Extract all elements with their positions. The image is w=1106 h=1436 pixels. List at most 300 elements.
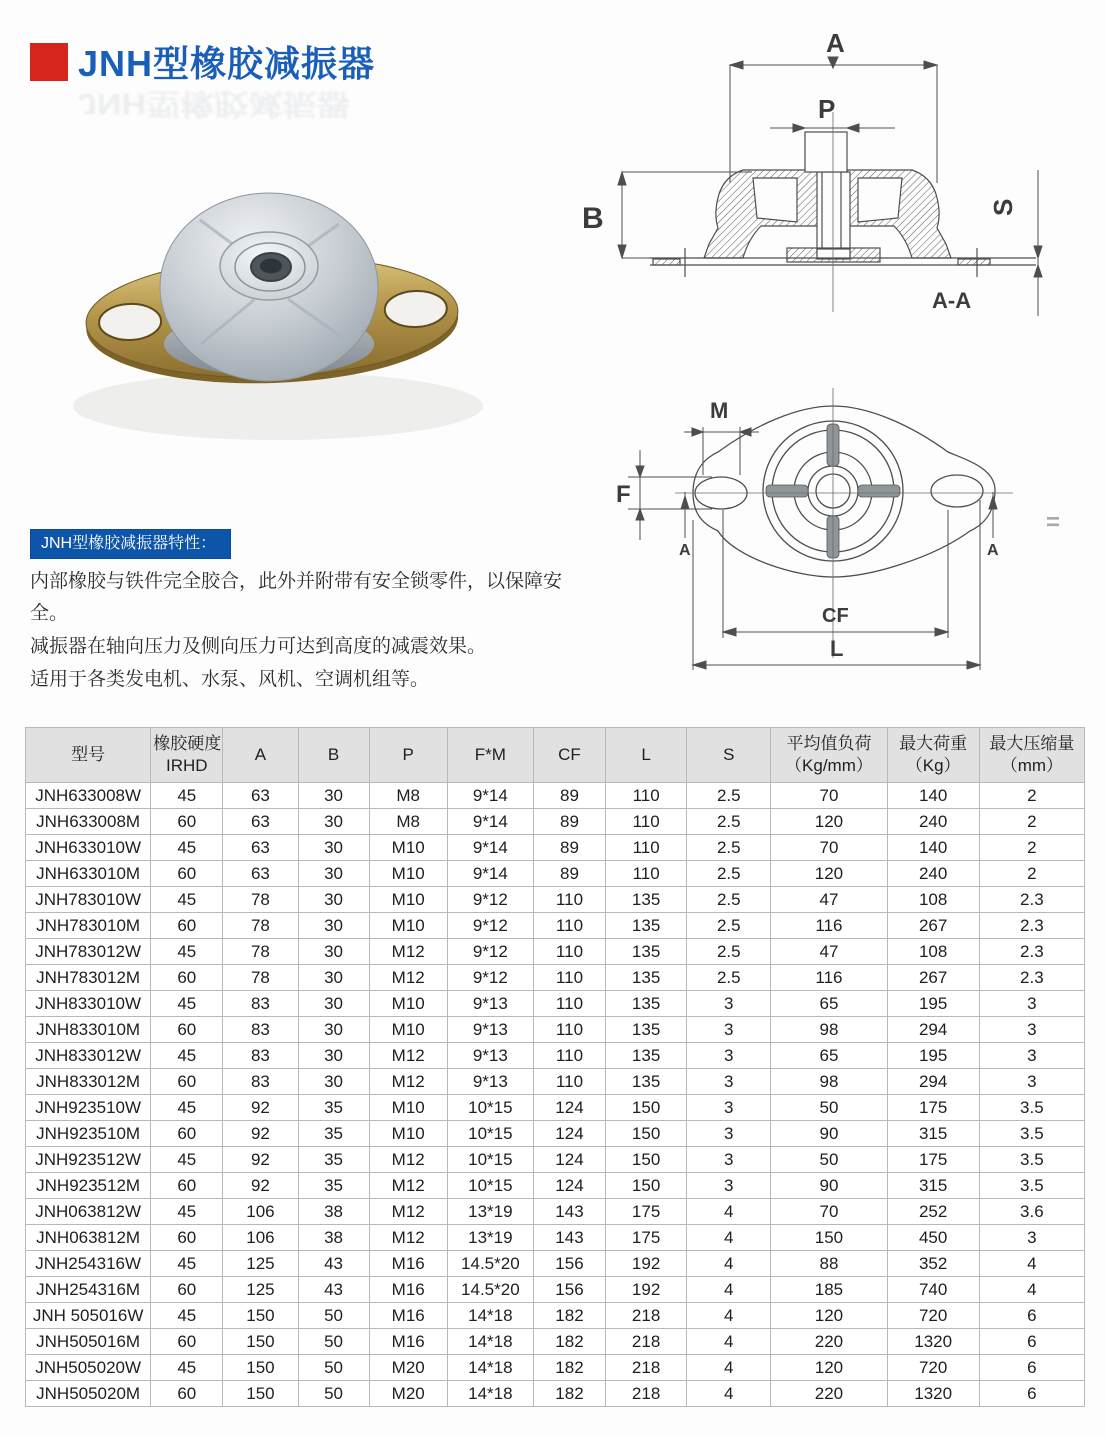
table-cell: JNH833012M <box>26 1069 151 1095</box>
table-cell: 3 <box>687 1147 771 1173</box>
table-cell: 110 <box>533 1069 605 1095</box>
table-cell: 50 <box>771 1095 887 1121</box>
table-cell: 150 <box>606 1147 687 1173</box>
dim-m-label: M <box>710 398 729 423</box>
page-header <box>30 36 375 87</box>
table-cell: 3 <box>687 1069 771 1095</box>
table-cell: 43 <box>298 1277 369 1303</box>
table-cell: 50 <box>298 1381 369 1407</box>
table-cell: 240 <box>887 861 979 887</box>
table-row <box>26 1043 1085 1069</box>
table-cell: JNH923510W <box>26 1095 151 1121</box>
table-cell: 43 <box>298 1251 369 1277</box>
table-cell: 110 <box>606 783 687 809</box>
red-square-bullet <box>30 43 68 81</box>
table-cell: 135 <box>606 1069 687 1095</box>
table-cell: 92 <box>223 1121 298 1147</box>
table-cell: 124 <box>533 1121 605 1147</box>
product-photo <box>50 168 510 458</box>
table-cell: 63 <box>223 835 298 861</box>
table-cell: 4 <box>687 1251 771 1277</box>
table-row <box>26 1329 1085 1355</box>
table-cell: 70 <box>771 1199 887 1225</box>
table-cell: 30 <box>298 1069 369 1095</box>
table-cell: 13*19 <box>447 1225 533 1251</box>
table-cell: M12 <box>369 1199 447 1225</box>
table-cell: 10*15 <box>447 1173 533 1199</box>
section-geometry <box>650 112 1036 312</box>
table-cell: 124 <box>533 1147 605 1173</box>
table-cell: 45 <box>151 1251 223 1277</box>
table-cell: 2.3 <box>979 887 1084 913</box>
table-cell: 90 <box>771 1121 887 1147</box>
table-cell: 135 <box>606 913 687 939</box>
table-cell: 120 <box>771 861 887 887</box>
table-cell: 2 <box>979 835 1084 861</box>
table-cell: 125 <box>223 1277 298 1303</box>
table-cell: 92 <box>223 1173 298 1199</box>
table-cell: 108 <box>887 887 979 913</box>
table-row <box>26 965 1085 991</box>
table-cell: 2.5 <box>687 939 771 965</box>
table-cell: 9*14 <box>447 809 533 835</box>
table-cell: 294 <box>887 1017 979 1043</box>
table-cell: 30 <box>298 783 369 809</box>
table-cell: 3 <box>979 991 1084 1017</box>
table-cell: 45 <box>151 1355 223 1381</box>
table-row <box>26 887 1085 913</box>
column-header: A <box>223 728 298 783</box>
table-row <box>26 835 1085 861</box>
column-header: 最大压缩量 （mm） <box>979 728 1084 783</box>
table-cell: 135 <box>606 965 687 991</box>
features-heading-banner <box>30 529 231 559</box>
table-cell: 106 <box>223 1225 298 1251</box>
cross-section-drawing <box>560 20 1106 340</box>
column-header: B <box>298 728 369 783</box>
table-cell: 78 <box>223 939 298 965</box>
table-cell: 6 <box>979 1381 1084 1407</box>
table-cell: 156 <box>533 1277 605 1303</box>
table-cell: 14*18 <box>447 1381 533 1407</box>
page-title: JNH型橡胶减振器 <box>78 43 376 84</box>
table-cell: 60 <box>151 1017 223 1043</box>
table-cell: JNH833010W <box>26 991 151 1017</box>
table-cell: M16 <box>369 1329 447 1355</box>
table-row <box>26 913 1085 939</box>
table-cell: 47 <box>771 887 887 913</box>
table-cell: 63 <box>223 783 298 809</box>
table-cell: 218 <box>606 1329 687 1355</box>
section-aa-label: A-A <box>932 288 972 313</box>
column-header: P <box>369 728 447 783</box>
table-cell: 45 <box>151 887 223 913</box>
table-cell: 50 <box>298 1329 369 1355</box>
table-cell: 98 <box>771 1017 887 1043</box>
table-cell: JNH633010W <box>26 835 151 861</box>
features-heading: JNH型橡胶减振器特性： <box>41 535 217 552</box>
table-cell: 182 <box>533 1381 605 1407</box>
table-cell: 38 <box>298 1225 369 1251</box>
table-cell: 150 <box>223 1381 298 1407</box>
table-cell: 110 <box>533 913 605 939</box>
table-cell: 2.5 <box>687 861 771 887</box>
table-cell: M10 <box>369 1017 447 1043</box>
table-cell: 116 <box>771 913 887 939</box>
table-row <box>26 861 1085 887</box>
table-cell: JNH633008W <box>26 783 151 809</box>
table-cell: 9*13 <box>447 1017 533 1043</box>
table-cell: 2.5 <box>687 965 771 991</box>
table-cell: 252 <box>887 1199 979 1225</box>
table-cell: 175 <box>606 1225 687 1251</box>
table-cell: 185 <box>771 1277 887 1303</box>
table-cell: 3 <box>979 1225 1084 1251</box>
table-cell: 120 <box>771 1303 887 1329</box>
table-cell: 45 <box>151 1147 223 1173</box>
table-cell: 30 <box>298 913 369 939</box>
features-paragraph <box>30 566 590 697</box>
table-cell: 315 <box>887 1173 979 1199</box>
top-view-drawing <box>600 370 1105 705</box>
table-cell: M12 <box>369 1069 447 1095</box>
table-cell: 220 <box>771 1381 887 1407</box>
table-cell: 195 <box>887 1043 979 1069</box>
table-cell: M8 <box>369 783 447 809</box>
table-cell: 267 <box>887 965 979 991</box>
table-cell: 175 <box>606 1199 687 1225</box>
table-cell: M8 <box>369 809 447 835</box>
dim-f-label: F <box>616 481 631 508</box>
table-cell: 6 <box>979 1355 1084 1381</box>
table-cell: M12 <box>369 1225 447 1251</box>
table-cell: 3 <box>979 1043 1084 1069</box>
table-cell: 2 <box>979 861 1084 887</box>
table-row <box>26 1147 1085 1173</box>
column-header: L <box>606 728 687 783</box>
table-row <box>26 1173 1085 1199</box>
table-cell: 150 <box>223 1355 298 1381</box>
table-cell: JNH833010M <box>26 1017 151 1043</box>
table-cell: 4 <box>687 1355 771 1381</box>
table-cell: JNH505016M <box>26 1329 151 1355</box>
table-cell: M12 <box>369 1147 447 1173</box>
column-header: CF <box>533 728 605 783</box>
dim-s-label: S <box>988 198 1018 216</box>
table-cell: 60 <box>151 1225 223 1251</box>
table-cell: 30 <box>298 809 369 835</box>
table-cell: 108 <box>887 939 979 965</box>
table-row <box>26 1017 1085 1043</box>
table-cell: 60 <box>151 809 223 835</box>
table-cell: 240 <box>887 809 979 835</box>
table-cell: 30 <box>298 939 369 965</box>
table-cell: JNH783012M <box>26 965 151 991</box>
table-cell: 92 <box>223 1095 298 1121</box>
table-cell: 38 <box>298 1199 369 1225</box>
table-cell: 60 <box>151 1277 223 1303</box>
table-cell: JNH063812M <box>26 1225 151 1251</box>
table-cell: M16 <box>369 1303 447 1329</box>
table-cell: JNH923510M <box>26 1121 151 1147</box>
table-cell: 30 <box>298 861 369 887</box>
table-cell: 116 <box>771 965 887 991</box>
table-cell: 135 <box>606 887 687 913</box>
features-line-1: 内部橡胶与铁件完全胶合，此外并附带有安全锁零件，以保障安全。 <box>30 571 563 624</box>
table-cell: M10 <box>369 835 447 861</box>
table-cell: 92 <box>223 1147 298 1173</box>
table-cell: 50 <box>298 1303 369 1329</box>
table-cell: 88 <box>771 1251 887 1277</box>
table-cell: 6 <box>979 1303 1084 1329</box>
table-cell: M10 <box>369 887 447 913</box>
table-cell: 110 <box>606 835 687 861</box>
table-cell: 45 <box>151 991 223 1017</box>
table-cell: 45 <box>151 1095 223 1121</box>
table-row <box>26 1095 1085 1121</box>
table-cell: JNH783010M <box>26 913 151 939</box>
table-cell: 78 <box>223 965 298 991</box>
table-cell: 2.5 <box>687 887 771 913</box>
table-cell: 63 <box>223 809 298 835</box>
table-cell: 3 <box>687 1017 771 1043</box>
table-cell: 4 <box>687 1303 771 1329</box>
table-row <box>26 1355 1085 1381</box>
equals-mark: = <box>1046 509 1061 536</box>
table-cell: 9*14 <box>447 835 533 861</box>
table-cell: 83 <box>223 1069 298 1095</box>
table-cell: 14*18 <box>447 1303 533 1329</box>
table-cell: 50 <box>298 1355 369 1381</box>
table-cell: 9*12 <box>447 913 533 939</box>
table-cell: 315 <box>887 1121 979 1147</box>
table-cell: 143 <box>533 1199 605 1225</box>
table-cell: 98 <box>771 1069 887 1095</box>
table-cell: 14*18 <box>447 1329 533 1355</box>
table-cell: 89 <box>533 835 605 861</box>
table-cell: 175 <box>887 1147 979 1173</box>
table-cell: 1320 <box>887 1381 979 1407</box>
table-cell: 2.3 <box>979 939 1084 965</box>
table-cell: 110 <box>606 861 687 887</box>
table-cell: 45 <box>151 835 223 861</box>
table-cell: 10*15 <box>447 1095 533 1121</box>
table-cell: JNH063812W <box>26 1199 151 1225</box>
table-cell: 60 <box>151 1329 223 1355</box>
table-cell: 14.5*20 <box>447 1277 533 1303</box>
table-cell: 3.5 <box>979 1121 1084 1147</box>
table-cell: 70 <box>771 835 887 861</box>
table-cell: 150 <box>606 1121 687 1147</box>
spec-table-head <box>26 728 1085 783</box>
table-cell: 10*15 <box>447 1147 533 1173</box>
table-cell: 4 <box>979 1251 1084 1277</box>
table-cell: 3.5 <box>979 1095 1084 1121</box>
table-cell: 4 <box>979 1277 1084 1303</box>
dim-a-label: A <box>826 28 845 58</box>
table-cell: 2 <box>979 783 1084 809</box>
table-cell: 120 <box>771 809 887 835</box>
table-cell: 110 <box>533 1017 605 1043</box>
table-cell: 2.5 <box>687 913 771 939</box>
table-cell: 3.6 <box>979 1199 1084 1225</box>
table-cell: 740 <box>887 1277 979 1303</box>
table-cell: 175 <box>887 1095 979 1121</box>
table-cell: 45 <box>151 1303 223 1329</box>
table-cell: 60 <box>151 965 223 991</box>
table-cell: 182 <box>533 1355 605 1381</box>
table-cell: JNH254316W <box>26 1251 151 1277</box>
table-cell: 65 <box>771 1043 887 1069</box>
table-cell: 150 <box>771 1225 887 1251</box>
table-cell: M12 <box>369 1043 447 1069</box>
table-row <box>26 1251 1085 1277</box>
table-cell: 4 <box>687 1199 771 1225</box>
table-cell: M10 <box>369 991 447 1017</box>
table-cell: M10 <box>369 913 447 939</box>
section-marker-a-right: A <box>987 542 999 559</box>
table-cell: 3 <box>979 1017 1084 1043</box>
table-cell: 30 <box>298 1017 369 1043</box>
table-cell: 218 <box>606 1381 687 1407</box>
table-cell: 135 <box>606 1043 687 1069</box>
table-cell: JNH923512M <box>26 1173 151 1199</box>
table-row <box>26 1199 1085 1225</box>
table-cell: 30 <box>298 1043 369 1069</box>
table-cell: 14*18 <box>447 1355 533 1381</box>
table-cell: 140 <box>887 783 979 809</box>
table-cell: 9*12 <box>447 939 533 965</box>
table-cell: 60 <box>151 1069 223 1095</box>
table-cell: JNH923512W <box>26 1147 151 1173</box>
table-cell: 30 <box>298 965 369 991</box>
column-header: S <box>687 728 771 783</box>
table-cell: 156 <box>533 1251 605 1277</box>
table-cell: JNH633008M <box>26 809 151 835</box>
damper-photo-group <box>73 193 483 440</box>
thread-hole <box>260 259 282 274</box>
table-cell: M20 <box>369 1381 447 1407</box>
table-cell: JNH833012W <box>26 1043 151 1069</box>
table-cell: JNH505020W <box>26 1355 151 1381</box>
table-cell: JNH783012W <box>26 939 151 965</box>
table-cell: 4 <box>687 1225 771 1251</box>
table-cell: 195 <box>887 991 979 1017</box>
table-cell: 2 <box>979 809 1084 835</box>
table-cell: 30 <box>298 887 369 913</box>
table-cell: 2.5 <box>687 783 771 809</box>
column-header: F*M <box>447 728 533 783</box>
table-cell: 218 <box>606 1355 687 1381</box>
table-cell: 83 <box>223 1043 298 1069</box>
table-cell: 60 <box>151 861 223 887</box>
table-cell: 83 <box>223 991 298 1017</box>
table-cell: 192 <box>606 1277 687 1303</box>
table-cell: 10*15 <box>447 1121 533 1147</box>
table-cell: 2.3 <box>979 965 1084 991</box>
table-cell: 3 <box>687 1173 771 1199</box>
table-cell: 135 <box>606 991 687 1017</box>
table-cell: JNH505020M <box>26 1381 151 1407</box>
table-cell: 4 <box>687 1329 771 1355</box>
table-row <box>26 1121 1085 1147</box>
table-cell: 35 <box>298 1173 369 1199</box>
table-cell: M12 <box>369 939 447 965</box>
section-marker-a-left: A <box>679 542 691 559</box>
spec-table <box>25 727 1085 1407</box>
table-cell: 83 <box>223 1017 298 1043</box>
table-row <box>26 991 1085 1017</box>
table-cell: 35 <box>298 1121 369 1147</box>
table-cell: 78 <box>223 913 298 939</box>
table-cell: 35 <box>298 1095 369 1121</box>
table-cell: M16 <box>369 1251 447 1277</box>
table-cell: 3 <box>979 1069 1084 1095</box>
table-cell: 6 <box>979 1329 1084 1355</box>
table-cell: 125 <box>223 1251 298 1277</box>
table-row <box>26 1225 1085 1251</box>
table-cell: 9*12 <box>447 887 533 913</box>
table-row <box>26 783 1085 809</box>
table-cell: 450 <box>887 1225 979 1251</box>
spec-table-head-row <box>26 728 1085 783</box>
table-cell: 30 <box>298 991 369 1017</box>
column-header: 型号 <box>26 728 151 783</box>
column-header: 橡胶硬度 IRHD <box>151 728 223 783</box>
table-cell: 60 <box>151 913 223 939</box>
table-cell: 47 <box>771 939 887 965</box>
table-cell: 720 <box>887 1303 979 1329</box>
table-row <box>26 939 1085 965</box>
table-cell: 3 <box>687 1043 771 1069</box>
table-cell: 90 <box>771 1173 887 1199</box>
table-cell: 45 <box>151 1043 223 1069</box>
table-cell: 192 <box>606 1251 687 1277</box>
table-cell: 124 <box>533 1095 605 1121</box>
table-cell: 2.3 <box>979 913 1084 939</box>
table-cell: 150 <box>606 1173 687 1199</box>
table-cell: M16 <box>369 1277 447 1303</box>
table-cell: 110 <box>533 939 605 965</box>
table-cell: 9*14 <box>447 861 533 887</box>
table-cell: 2.5 <box>687 835 771 861</box>
features-line-2: 减振器在轴向压力及侧向压力可达到高度的减震效果。 <box>30 636 487 657</box>
table-cell: 124 <box>533 1173 605 1199</box>
table-row <box>26 809 1085 835</box>
table-cell: 60 <box>151 1121 223 1147</box>
table-cell: 1320 <box>887 1329 979 1355</box>
table-cell: 106 <box>223 1199 298 1225</box>
table-row <box>26 1069 1085 1095</box>
dim-p-label: P <box>818 94 836 124</box>
table-cell: 60 <box>151 1381 223 1407</box>
table-cell: 294 <box>887 1069 979 1095</box>
table-cell: 110 <box>533 887 605 913</box>
table-cell: M10 <box>369 861 447 887</box>
table-row <box>26 1303 1085 1329</box>
table-cell: 63 <box>223 861 298 887</box>
table-cell: 3 <box>687 991 771 1017</box>
table-cell: 3.5 <box>979 1173 1084 1199</box>
table-cell: 352 <box>887 1251 979 1277</box>
table-cell: 3 <box>687 1121 771 1147</box>
table-cell: 110 <box>606 809 687 835</box>
table-cell: 267 <box>887 913 979 939</box>
table-cell: 45 <box>151 783 223 809</box>
table-cell: M12 <box>369 1173 447 1199</box>
table-cell: 65 <box>771 991 887 1017</box>
table-cell: JNH633010M <box>26 861 151 887</box>
